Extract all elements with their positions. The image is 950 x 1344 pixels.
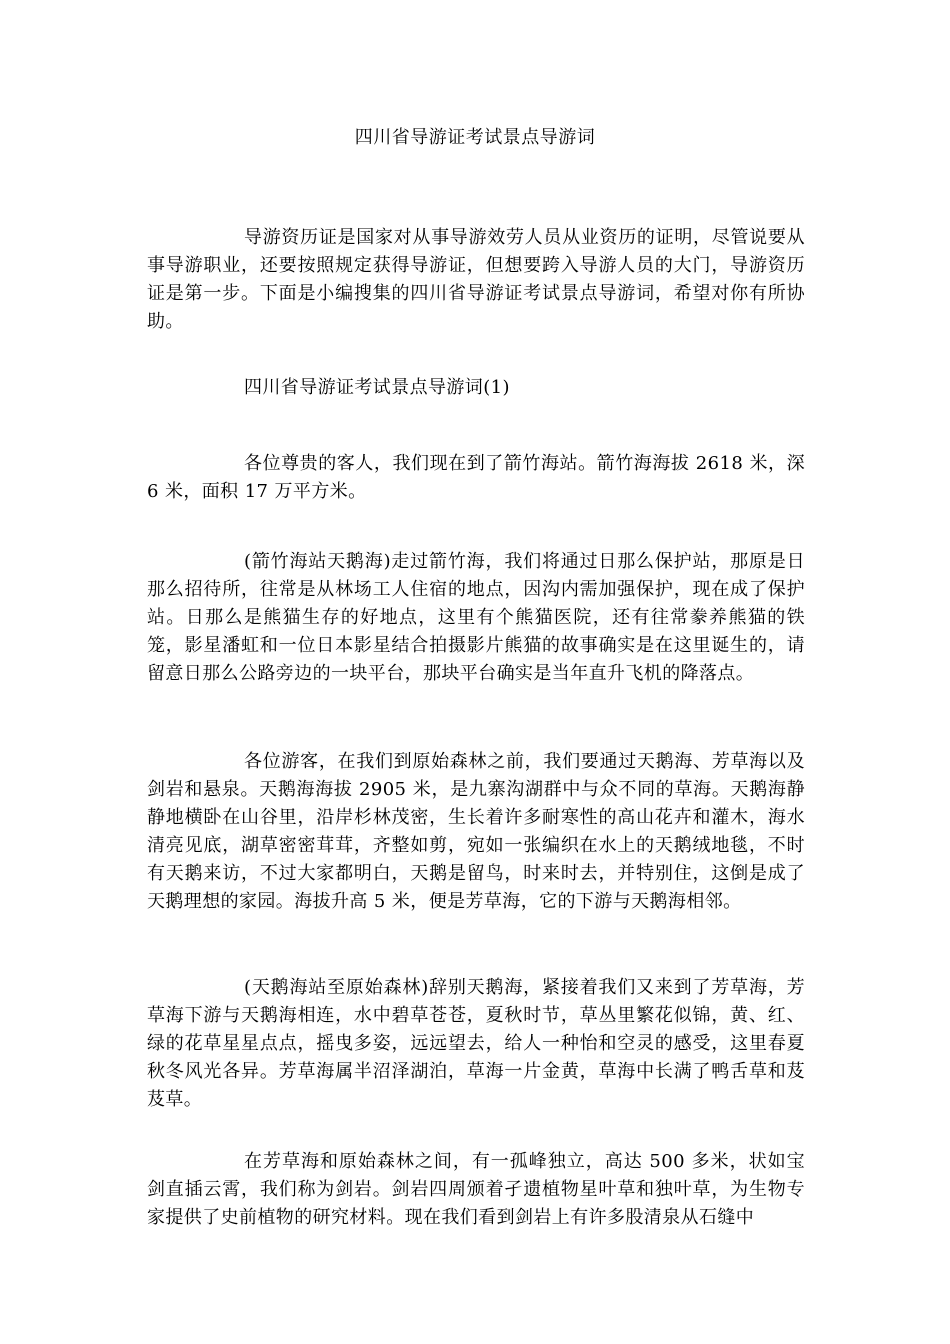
paragraph-2: (箭竹海站天鹅海)走过箭竹海，我们将通过日那么保护站，那原是日那么招待所，往常是从林场工人住宿的地点，因沟内需加强保护，现在成了保护站。日那么是熊猫生存的好地点，这里有个熊猫医院，还有往常豢养熊猫的铁笼，影星潘虹和一位日本影星结合拍摄影片熊猫的故事确实是在这里诞生的，请留意日那么公路旁边的一块平台，那块平台确实是当年直升飞机的降落点。 [147, 551, 805, 684]
paragraph-1: 各位尊贵的客人，我们现在到了箭竹海站。箭竹海海拔 2618 米，深 6 米，面积 17 万平方米。 [147, 453, 805, 502]
intro-paragraph: 导游资历证是国家对从事导游效劳人员从业资历的证明，尽管说要从事导游职业，还要按照规定获得导游证，但想要跨入导游人员的大门，导游资历证是第一步。下面是小编搜集的四川省导游证考试景点导游词，希望对你有所协助。 [147, 227, 805, 332]
paragraph-3: 各位游客，在我们到原始森林之前，我们要通过天鹅海、芳草海以及剑岩和悬泉。天鹅海海拔 2905 米，是九寨沟湖群中与众不同的草海。天鹅海静静地横卧在山谷里，沿岸杉林茂密，生长着许多耐寒性的高山花卉和灌木，海水清亮见底，湖草密密茸茸，齐整如剪，宛如一张编织在水上的天鹅绒地毯，不时有天鹅来访，不过大家都明白，天鹅是留鸟，时来时去，并特别住，这倒是成了天鹅理想的家园。海拔升高 5 米，便是芳草海，它的下游与天鹅海相邻。 [147, 751, 805, 912]
section-heading: 四川省导游证考试景点导游词(1) [244, 377, 510, 398]
paragraph-4: (天鹅海站至原始森林)辞别天鹅海，紧接着我们又来到了芳草海，芳草海下游与天鹅海相连，水中碧草苍苍，夏秋时节，草丛里繁花似锦，黄、红、绿的花草星星点点，摇曳多姿，远远望去，给人一种怡和空灵的感受，这里春夏秋冬风光各异。芳草海属半沼泽湖泊，草海一片金黄，草海中长满了鸭舌草和芨芨草。 [147, 977, 805, 1110]
document-title: 四川省导游证考试景点导游词 [354, 127, 596, 148]
paragraph-5: 在芳草海和原始森林之间，有一孤峰独立，高达 500 多米，状如宝剑直插云霄，我们称为剑岩。剑岩四周颁着孑遗植物星叶草和独叶草，为生物专家提供了史前植物的研究材料。现在我们看到剑岩上有许多股清泉从石缝中 [147, 1151, 805, 1228]
